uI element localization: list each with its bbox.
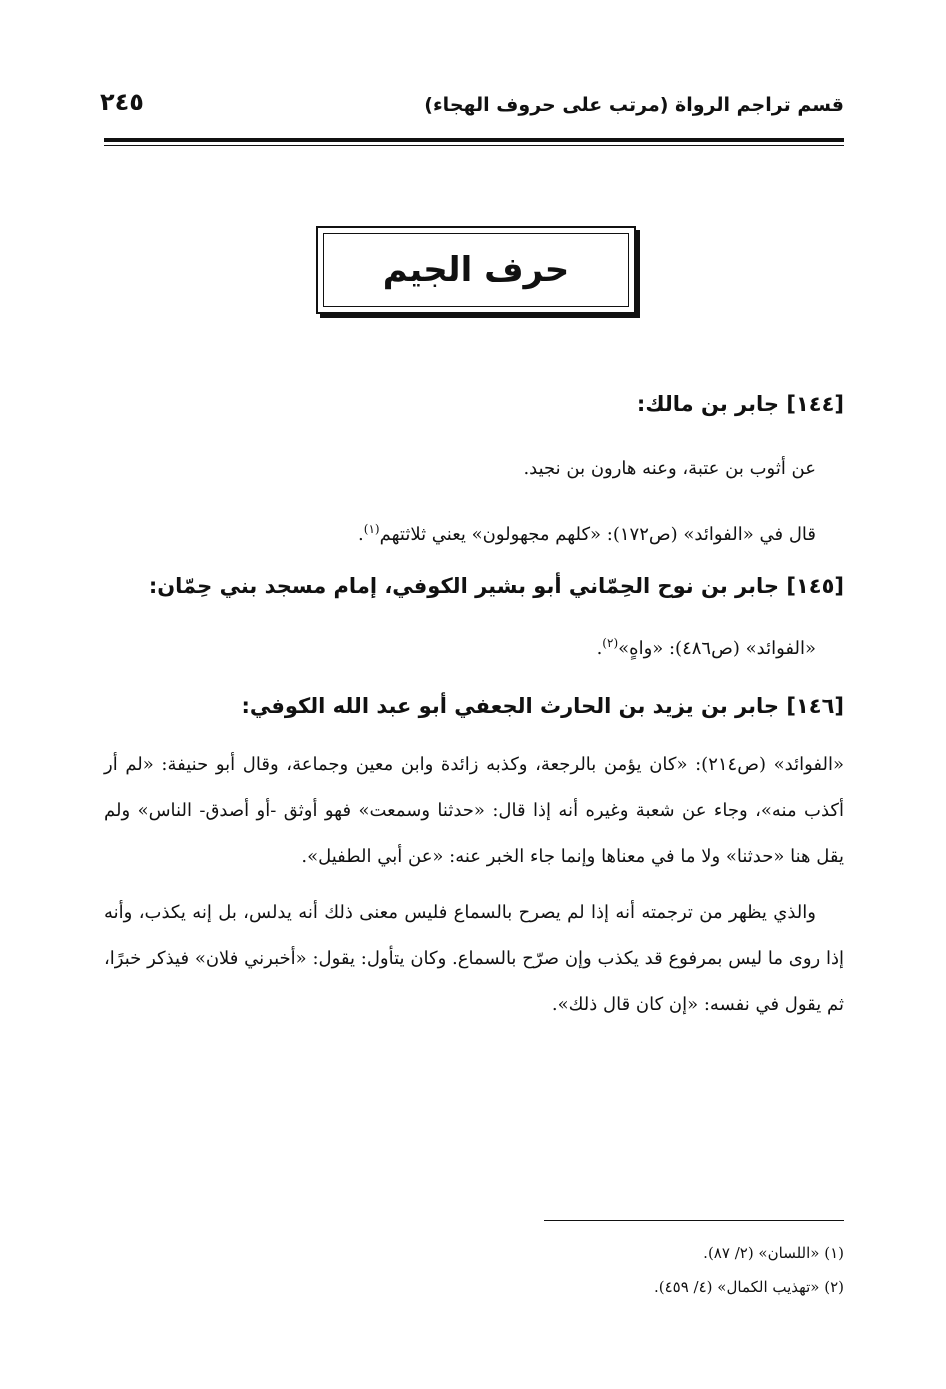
footnotes	[104, 1236, 844, 1304]
entry-145-line-1-text: «الفوائد» (ص٤٨٦): «واهٍ»	[618, 638, 816, 659]
footnote-1: (١) «اللسان» (٢/ ٨٧).	[703, 1244, 844, 1262]
entry-heading-146: [١٤٦] جابر بن يزيد بن الحارث الجعفي أبو عبد الله الكوفي:	[241, 694, 844, 718]
chapter-title-box	[316, 226, 636, 314]
footnote-2: (٢) «تهذيب الكمال» (٤/ ٤٥٩).	[653, 1278, 844, 1296]
footnote-marker-2: (٢)	[602, 636, 619, 650]
footnote-marker-1: (١)	[363, 522, 380, 536]
header-rule-thick	[104, 138, 844, 142]
entry-145-line-1: «الفوائد» (ص٤٨٦): «واهٍ»$^{(٢)}$.	[596, 636, 816, 659]
entry-146-paragraph-1: «الفوائد» (ص٢١٤): «كان يؤمن بالرجعة، وكذبه زائدة وابن معين وجماعة، وقال أبو حنيفة: «لم أر أكذب منه»، وجاء عن شعبة وغيره أنه إذا قال: «حدثنا وسمعت» فهو أوثق -أو أصدق- الناس» ولم يقل هنا «حدثنا» ولا ما في معناها وإنما جاء الخبر عنه: «عن أبي الطفيل».	[104, 754, 844, 867]
entry-144-line-2-text: قال في «الفوائد» (ص١٧٢): «كلهم مجهولون» يعني ثلاثتهم	[379, 524, 816, 545]
header-rule-thin	[104, 145, 844, 146]
footnote-separator	[544, 1220, 844, 1221]
chapter-title: حرف الجيم	[382, 250, 570, 290]
running-header	[100, 88, 844, 128]
entry-heading-145: [١٤٥] جابر بن نوح الحِمّاني أبو بشير الكوفي، إمام مسجد بني حِمّان:	[148, 574, 844, 598]
entry-144-line-1: عن أثوب بن عتبة، وعنه هارون بن نجيد.	[523, 458, 816, 479]
running-header-title: قسم تراجم الرواة (مرتب على حروف الهجاء)	[424, 94, 844, 116]
main-text	[104, 384, 844, 1028]
entry-144-line-2: قال في «الفوائد» (ص١٧٢): «كلهم مجهولون» يعني ثلاثتهم$^{(١)}$.	[358, 522, 816, 545]
page-number: ٢٤٥	[100, 88, 144, 116]
entry-146-paragraph-2: والذي يظهر من ترجمته أنه إذا لم يصرح بالسماع فليس معنى ذلك أنه يدلس، بل إنه يكذب، وأنه إذا روى ما ليس بمرفوع قد يكذب وإن صرّح بالسماع. وكان يتأول: يقول: «أخبرني فلان» فيذكر خبرًا، ثم يقول في نفسه: «إن كان قال ذلك».	[104, 902, 844, 1015]
entry-heading-144: [١٤٤] جابر بن مالك:	[636, 392, 844, 416]
